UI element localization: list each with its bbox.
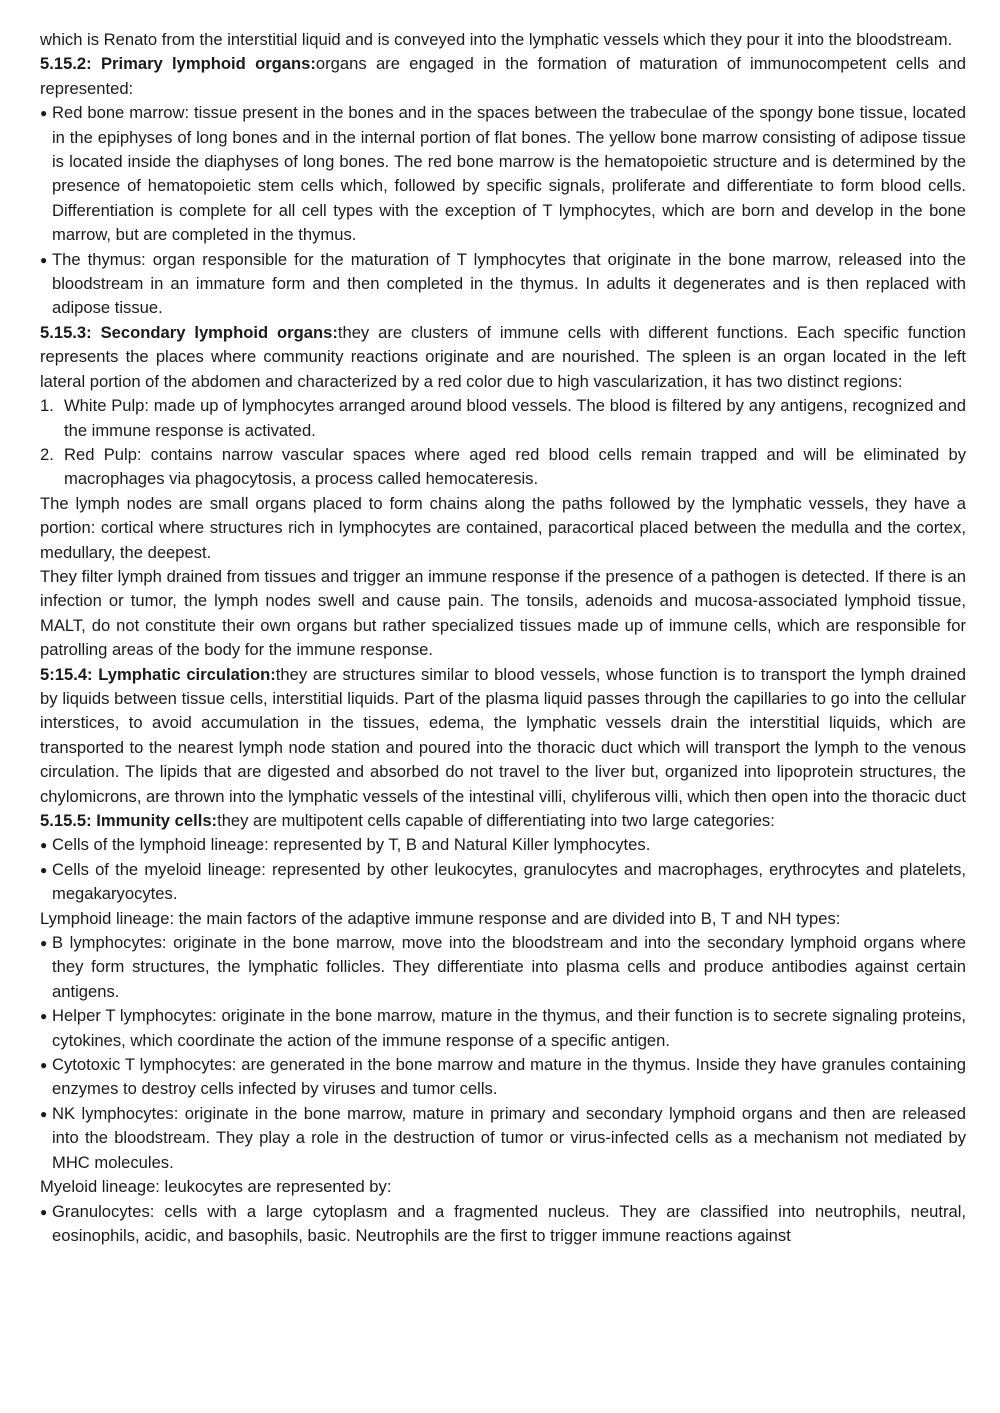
- section-text: they are structures similar to blood vessels, whose function is to transport the lymph drained by liquids between tissue cells, interstitial liquids. Part of the plasma liquid passes through the capillaries to go into the cellular interstices, to avoid accumulation in the tissues, edema, the lymphatic vessels drain the interstitial liquids, which are transported to the nearest lymph node station and poured into the thoracic duct which will transport the lymph to the venous circulation. The lipids that are digested and absorbed do not travel to the liver but, organized into lipoprotein structures, the chylomicrons, are thrown into the lymphatic vessels of the intestinal villi, chyliferous villi, which then open into the thoracic duct: [40, 664, 967, 806]
- bullet-icon: ●: [40, 936, 48, 951]
- list-item: ● Cytotoxic T lymphocytes: are generated in the bone marrow and mature in the thymus. Inside they have granules containing enzymes to destroy cells infected by viruses and tumor cells.: [40, 1055, 966, 1099]
- myeloid-lineage-intro: Myeloid lineage: leukocytes are represented by:: [40, 1177, 392, 1197]
- section-heading: 5:15.4: Lymphatic circulation:: [40, 664, 276, 684]
- immunity-cells-section: [40, 809, 966, 833]
- list-item: ● Cells of the myeloid lineage: represented by other leukocytes, granulocytes and macrophages, erythrocytes and platelets, megakaryocytes.: [40, 859, 966, 904]
- list-item: ● NK lymphocytes: originate in the bone marrow, mature in primary and secondary lymphoid organs and then are released into the bloodstream. They play a role in the destruction of tumor or virus-infected cells as a mechanism not mediated by MHC molecules.: [40, 1103, 966, 1172]
- numbered-item: 1. White Pulp: made up of lymphocytes arranged around blood vessels. The blood is filtered by any antigens, recognized and the immune response is activated.: [40, 396, 966, 440]
- list-item: ● Helper T lymphocytes: originate in the bone marrow, mature in the thymus, and their function is to secrete signaling proteins, cytokines, which coordinate the action of the immune response of a specific antigen.: [40, 1006, 966, 1050]
- section-text: organs are engaged in the formation of maturation of immunocompetent cells and represented:: [40, 54, 966, 98]
- section-heading: 5.15.2: Primary lymphoid organs:: [40, 54, 316, 74]
- list-item: ● Red bone marrow: tissue present in the bones and in the spaces between the trabeculae of the spongy bone tissue, located in the epiphyses of long bones and in the internal portion of flat bones. The yellow bone marrow consisting of adipose tissue is located inside the diaphyses of long bones. The red bone marrow is the hematopoietic structure and is determined by the presence of hematopoietic stem cells which, followed by specific signals, proliferate and differentiate to form blood cells. Differentiation is complete for all cell types with the exception of T lymphocytes, which are born and develop in the bone marrow, but are completed in the thymus.: [40, 103, 966, 245]
- numbered-item: 2. Red Pulp: contains narrow vascular spaces where aged red blood cells remain trapped and will be eliminated by macrophages via phagocytosis, a process called hemocateresis.: [40, 444, 966, 489]
- secondary-lymphoid-section: [40, 321, 966, 394]
- section-text: they are clusters of immune cells with different functions. Each specific function represents the places where community reactions originate and are nourished. The spleen is an organ located in the left lateral portion of the abdomen and characterized by a red color due to high vascularization, it has two distinct regions:: [40, 322, 966, 391]
- bullet-icon: ●: [40, 106, 48, 121]
- section-heading: 5.15.5: Immunity cells:: [40, 811, 218, 830]
- bullet-icon: ●: [40, 252, 48, 267]
- lymphatic-circulation-section: [40, 663, 966, 809]
- lymphoid-lineage-intro: Lymphoid lineage: the main factors of the adaptive immune response and are divided into B, T and NH types:: [40, 908, 841, 928]
- list-item: ● The thymus: organ responsible for the maturation of T lymphocytes that originate in the bone marrow, released into the bloodstream in an immature form and then completed in the thymus. In adults it degenerates and is then replaced with adipose tissue.: [40, 249, 966, 318]
- intro-paragraph: which is Renato from the interstitial liquid and is conveyed into the lymphatic vessels which they pour it into the bloodstream.: [40, 30, 953, 49]
- primary-lymphoid-section: [40, 52, 966, 101]
- bullet-icon: ●: [40, 1058, 48, 1073]
- bullet-icon: ●: [40, 838, 48, 853]
- list-item: ● B lymphocytes: originate in the bone marrow, move into the bloodstream and into the secondary lymphoid organs where they form structures, the lymphatic follicles. They differentiate into plasma cells and produce antibodies against certain antigens.: [40, 933, 966, 1001]
- lymph-nodes-paragraph: The lymph nodes are small organs placed to form chains along the paths followed by the lymphatic vessels, they have a portion: cortical where structures rich in lymphocytes are contained, paracortical placed between the medulla and the cortex, medullary, the deepest.: [40, 493, 966, 562]
- lymph-filter-paragraph: They filter lymph drained from tissues and trigger an immune response if the presence of a pathogen is detected. If there is an infection or tumor, the lymph nodes swell and cause pain. The tonsils, adenoids and mucosa-associated lymphoid tissue, MALT, do not constitute their own organs but rather specialized tissues made up of immune cells, which are responsible for patrolling areas of the body for the immune response.: [40, 566, 966, 660]
- bullet-icon: ●: [40, 1204, 48, 1219]
- bullet-icon: ●: [40, 1106, 48, 1121]
- bullet-icon: ●: [40, 1009, 48, 1024]
- section-text: they are multipotent cells capable of differentiating into two large categories:: [217, 811, 775, 830]
- list-item: ● Cells of the lymphoid lineage: represented by T, B and Natural Killer lymphocytes.: [40, 833, 966, 857]
- section-heading: 5.15.3: Secondary lymphoid organs:: [40, 322, 338, 342]
- list-item: ● Granulocytes: cells with a large cytoplasm and a fragmented nucleus. They are classified into neutrophils, neutral, eosinophils, acidic, and basophils, basic. Neutrophils are the first to trigger immune reactions against: [40, 1201, 966, 1245]
- bullet-icon: ●: [40, 862, 48, 877]
